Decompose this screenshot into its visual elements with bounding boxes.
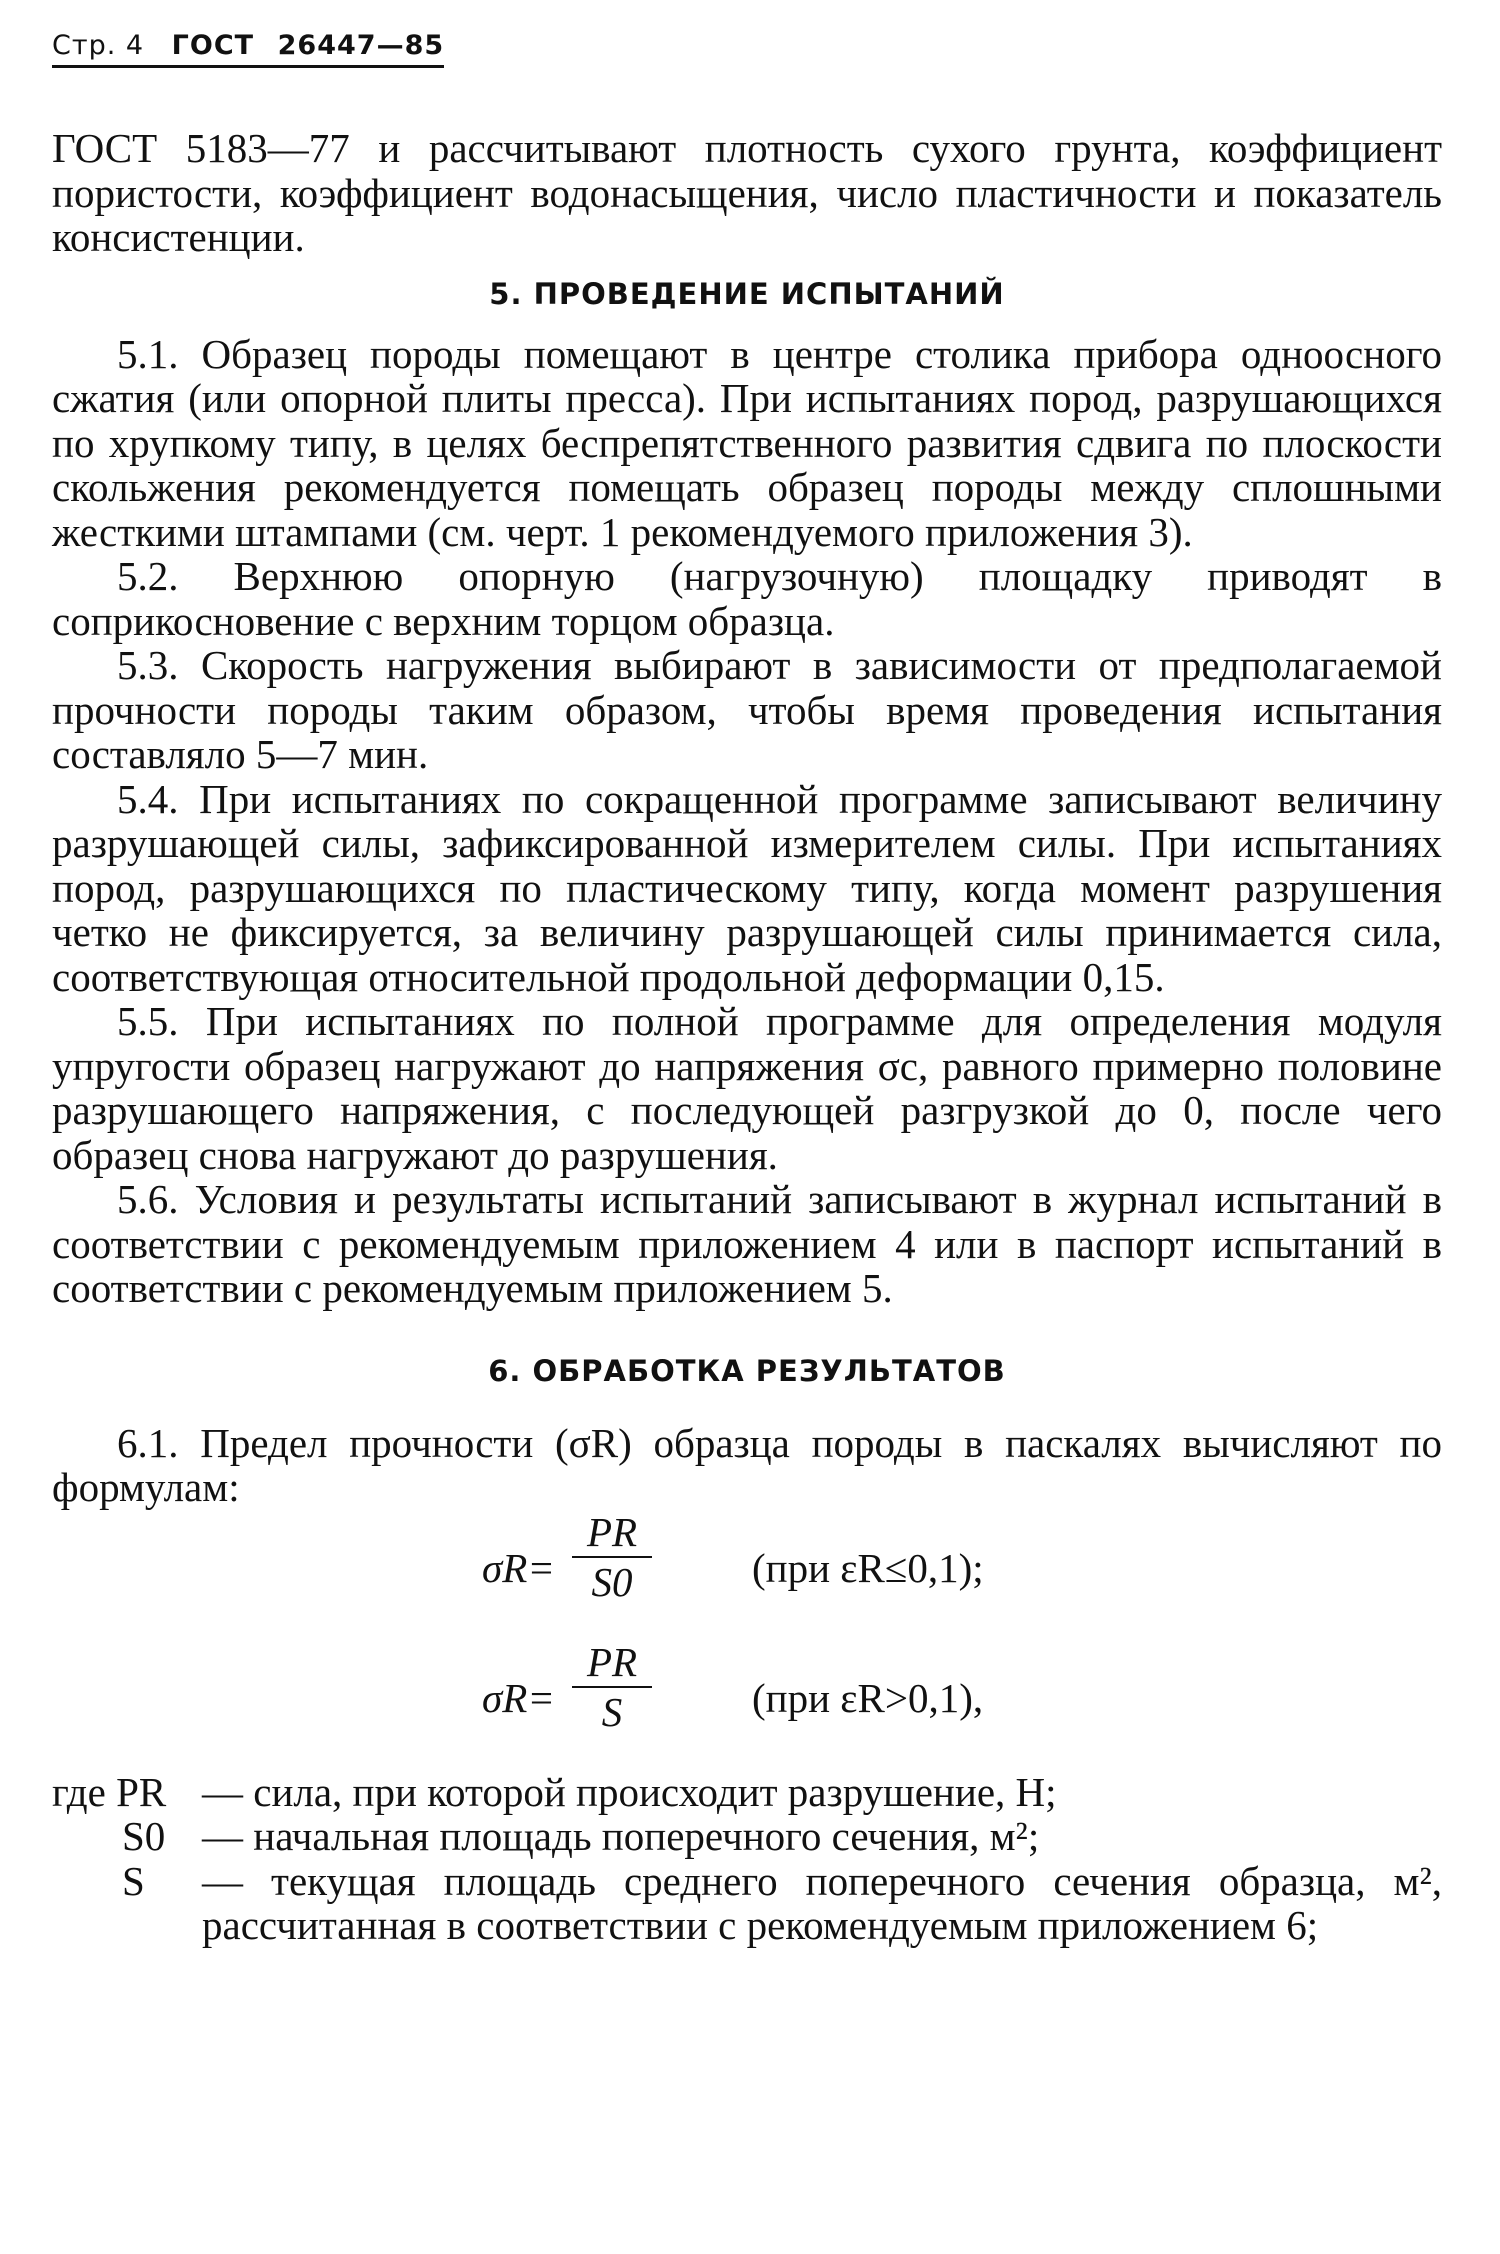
formula-1-lhs: σR=	[482, 1544, 555, 1591]
document-body	[52, 126, 1442, 1948]
fraction-bar	[572, 1556, 652, 1558]
formula-2-denominator: S	[601, 1688, 623, 1735]
formula-1-fraction	[572, 1510, 652, 1604]
definition-row	[52, 1770, 1442, 1815]
fraction-bar	[572, 1686, 652, 1688]
definition-symbol: S	[122, 1857, 145, 1904]
section-6-title: 6. ОБРАБОТКА РЕЗУЛЬТАТОВ	[488, 1353, 1006, 1388]
paragraph-5-6: 5.6. Условия и результаты испытаний записывают в журнал испытаний в соответствии с рекомендуемым приложением 4 или в паспорт испытаний в соответствии с рекомендуемым приложением 5.	[52, 1176, 1442, 1311]
formula-2	[52, 1640, 1442, 1770]
formula-1-numerator: PR	[586, 1508, 638, 1555]
paragraph-5-5: 5.5. При испытаниях по полной программе для определения модуля упругости образец нагружают до напряжения σc, равного примерно половине разрушающего напряжения, с последующей разгрузкой до 0, после чего образец снова нагружают до разрушения.	[52, 998, 1442, 1178]
page-header	[52, 30, 444, 68]
definition-text: — начальная площадь поперечного сечения, м²;	[202, 1813, 1040, 1859]
formula-1-denominator: S0	[591, 1558, 633, 1605]
definition-text: — сила, при которой происходит разрушение, Н;	[202, 1768, 1057, 1815]
formula-1	[52, 1510, 1442, 1640]
definition-row	[52, 1859, 1442, 1948]
symbol-definitions	[52, 1770, 1442, 1948]
document-page	[52, 30, 1442, 1948]
formula-1-condition: (при εR≤0,1);	[752, 1544, 984, 1591]
definition-row	[52, 1814, 1442, 1859]
paragraph-5-1: 5.1. Образец породы помещают в центре столика прибора одноосного сжатия (или опорной плиты пресса). При испытаниях пород, разрушающихся по хрупкому типу, в целях беспрепятственного развития сдвига по плоскости скольжения рекомендуется помещать образец породы между сплошными жесткими штампами (см. черт. 1 рекомендуемого приложения 3).	[52, 330, 1442, 555]
definition-symbol: где PR	[52, 1768, 167, 1815]
paragraph-5-2: 5.2. Верхнюю опорную (нагрузочную) площадку приводят в соприкосновение с верхним торцом образца.	[52, 553, 1442, 644]
formula-2-fraction	[572, 1640, 652, 1734]
formula-2-condition: (при εR>0,1),	[752, 1674, 984, 1721]
standard-number: 26447—85	[277, 30, 445, 61]
paragraph-5-4: 5.4. При испытаниях по сокращенной программе записывают величину разрушающей силы, зафиксированной измерителем силы. При испытаниях пород, разрушающихся по пластическому типу, когда момент разрушения четко не фиксируется, за величину разрушающей силы принимается сила, соответствующая относительной продольной деформации 0,15.	[52, 775, 1442, 1000]
standard-label: ГОСТ	[171, 30, 255, 61]
page-label: Стр. 4	[52, 30, 145, 61]
formula-2-lhs: σR=	[482, 1674, 555, 1721]
formula-2-numerator: PR	[586, 1638, 638, 1685]
paragraph-6-1: 6.1. Предел прочности (σR) образца породы в паскалях вычисляют по формулам:	[52, 1419, 1442, 1510]
section-5-title: 5. ПРОВЕДЕНИЕ ИСПЫТАНИЙ	[489, 276, 1005, 311]
paragraph-5-3: 5.3. Скорость нагружения выбирают в зависимости от предполагаемой прочности породы таким образом, чтобы время проведения испытания составляло 5—7 мин.	[52, 642, 1442, 777]
intro-paragraph: ГОСТ 5183—77 и рассчитывают плотность сухого грунта, коэффициент пористости, коэффициент водонасыщения, число пластичности и показатель консистенции.	[52, 125, 1442, 260]
definition-text: — текущая площадь среднего поперечного сечения образца, м², рассчитанная в соответствии с рекомендуемым приложением 6;	[202, 1857, 1442, 1948]
definition-symbol: S0	[122, 1813, 166, 1859]
